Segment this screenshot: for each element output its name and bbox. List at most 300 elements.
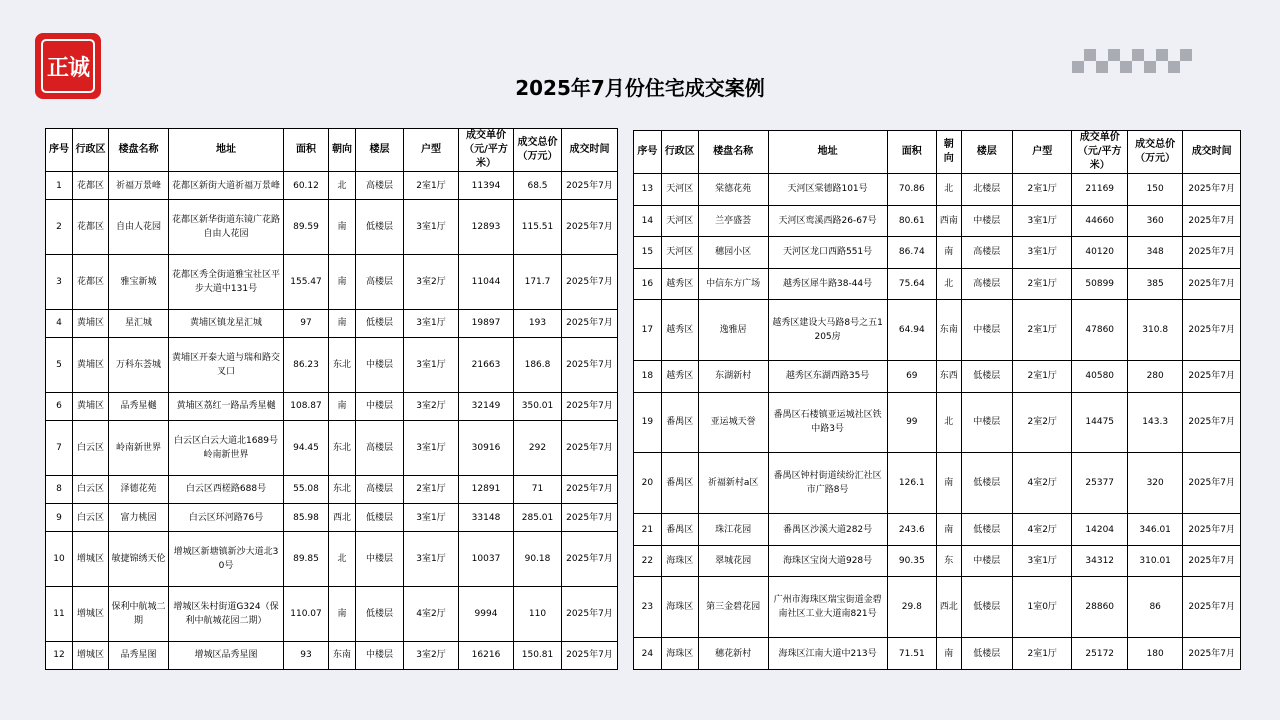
column-header-estate-name: 楼盘名称 [698, 131, 768, 174]
cell-area: 89.59 [284, 200, 329, 255]
cell-orientation: 东南 [329, 641, 356, 669]
cell-estate-name: 万科东荟城 [109, 337, 169, 392]
cell-estate-name: 祈福万景峰 [109, 172, 169, 200]
cell-index: 13 [634, 174, 662, 206]
column-header-address: 地址 [768, 131, 887, 174]
cell-index: 11 [46, 586, 73, 641]
cell-total-price: 115.51 [514, 200, 562, 255]
cell-index: 6 [46, 392, 73, 420]
cell-estate-name: 保利中航城二期 [109, 586, 169, 641]
cell-floor: 中楼层 [356, 532, 404, 587]
cell-floor: 中楼层 [961, 300, 1012, 361]
cell-deal-time: 2025年7月 [1183, 268, 1241, 300]
cell-floor: 高楼层 [356, 420, 404, 475]
cell-total-price: 180 [1127, 638, 1182, 670]
cell-orientation: 东 [936, 545, 961, 577]
cell-unit-price: 28860 [1072, 577, 1127, 638]
cell-district: 增城区 [73, 586, 109, 641]
cell-address: 白云区白云大道北1689号岭南新世界 [169, 420, 284, 475]
cell-layout: 3室1厅 [404, 200, 459, 255]
cell-index: 15 [634, 237, 662, 269]
cell-total-price: 86 [1127, 577, 1182, 638]
cell-area: 69 [887, 361, 936, 393]
cell-total-price: 292 [514, 420, 562, 475]
cell-index: 12 [46, 641, 73, 669]
cell-estate-name: 逸雅居 [698, 300, 768, 361]
cell-area: 243.6 [887, 514, 936, 546]
cell-layout: 3室1厅 [404, 309, 459, 337]
cell-estate-name: 品秀星樾 [109, 392, 169, 420]
cell-district: 花都区 [73, 200, 109, 255]
cell-index: 18 [634, 361, 662, 393]
cell-layout: 2室1厅 [404, 475, 459, 503]
cell-floor: 低楼层 [356, 503, 404, 531]
cell-index: 23 [634, 577, 662, 638]
cell-address: 天河区鸾溪西路26-67号 [768, 205, 887, 237]
cell-floor: 高楼层 [356, 475, 404, 503]
cell-floor: 低楼层 [356, 309, 404, 337]
cell-address: 海珠区宝岗大道928号 [768, 545, 887, 577]
cell-layout: 3室2厅 [404, 254, 459, 309]
table-row [634, 514, 1241, 546]
column-header-layout: 户型 [404, 129, 459, 172]
table-row [46, 172, 618, 200]
cell-area: 93 [284, 641, 329, 669]
cell-total-price: 143.3 [1127, 392, 1182, 453]
table-row [634, 268, 1241, 300]
cell-layout: 1室0厅 [1012, 577, 1072, 638]
cell-orientation: 南 [329, 586, 356, 641]
cell-floor: 高楼层 [961, 268, 1012, 300]
table-row [46, 503, 618, 531]
cell-floor: 中楼层 [961, 545, 1012, 577]
cell-total-price: 71 [514, 475, 562, 503]
cell-deal-time: 2025年7月 [1183, 237, 1241, 269]
column-header-index: 序号 [634, 131, 662, 174]
cell-area: 86.23 [284, 337, 329, 392]
cell-unit-price: 12891 [459, 475, 514, 503]
cell-area: 97 [284, 309, 329, 337]
cell-total-price: 348 [1127, 237, 1182, 269]
cell-layout: 3室1厅 [1012, 545, 1072, 577]
cell-index: 7 [46, 420, 73, 475]
cell-floor: 中楼层 [356, 641, 404, 669]
cell-estate-name: 棠德花苑 [698, 174, 768, 206]
cell-index: 16 [634, 268, 662, 300]
cell-deal-time: 2025年7月 [1183, 514, 1241, 546]
cell-district: 番禺区 [661, 514, 698, 546]
cell-deal-time: 2025年7月 [1183, 361, 1241, 393]
cell-deal-time: 2025年7月 [562, 503, 618, 531]
cell-address: 广州市海珠区瑞宝街道金碧南社区工业大道南821号 [768, 577, 887, 638]
cell-layout: 4室2厅 [1012, 453, 1072, 514]
cell-estate-name: 自由人花园 [109, 200, 169, 255]
cell-total-price: 385 [1127, 268, 1182, 300]
cell-area: 70.86 [887, 174, 936, 206]
cell-address: 番禺区沙溪大道282号 [768, 514, 887, 546]
cell-address: 黄埔区开泰大道与瑞和路交叉口 [169, 337, 284, 392]
cell-layout: 4室2厅 [1012, 514, 1072, 546]
cell-orientation: 南 [936, 237, 961, 269]
cell-district: 黄埔区 [73, 392, 109, 420]
table-row [46, 309, 618, 337]
cell-index: 22 [634, 545, 662, 577]
cell-layout: 3室2厅 [404, 392, 459, 420]
cell-address: 白云区环河路76号 [169, 503, 284, 531]
cell-total-price: 150.81 [514, 641, 562, 669]
column-header-deal-time: 成交时间 [1183, 131, 1241, 174]
cell-deal-time: 2025年7月 [1183, 453, 1241, 514]
cell-unit-price: 10037 [459, 532, 514, 587]
cell-unit-price: 12893 [459, 200, 514, 255]
cell-district: 海珠区 [661, 577, 698, 638]
column-header-orientation: 朝向 [329, 129, 356, 172]
cell-orientation: 南 [936, 453, 961, 514]
cell-unit-price: 16216 [459, 641, 514, 669]
cell-unit-price: 32149 [459, 392, 514, 420]
cell-floor: 中楼层 [961, 392, 1012, 453]
cell-area: 71.51 [887, 638, 936, 670]
cell-address: 增城区朱村街道G324（保利中航城花园二期） [169, 586, 284, 641]
cell-deal-time: 2025年7月 [1183, 577, 1241, 638]
cell-unit-price: 40120 [1072, 237, 1127, 269]
column-header-unit-price: 成交单价（元/平方米） [1072, 131, 1127, 174]
column-header-orientation: 朝向 [936, 131, 961, 174]
cell-unit-price: 40580 [1072, 361, 1127, 393]
cell-deal-time: 2025年7月 [562, 254, 618, 309]
cell-unit-price: 21169 [1072, 174, 1127, 206]
cell-layout: 2室1厅 [1012, 174, 1072, 206]
cell-deal-time: 2025年7月 [562, 172, 618, 200]
cell-unit-price: 50899 [1072, 268, 1127, 300]
cell-area: 64.94 [887, 300, 936, 361]
table-row [46, 200, 618, 255]
cell-orientation: 东北 [329, 337, 356, 392]
cell-area: 126.1 [887, 453, 936, 514]
cell-area: 94.45 [284, 420, 329, 475]
table-header-row [46, 129, 618, 172]
cell-deal-time: 2025年7月 [1183, 205, 1241, 237]
cell-unit-price: 19897 [459, 309, 514, 337]
cell-orientation: 南 [936, 514, 961, 546]
table-row [46, 420, 618, 475]
cell-orientation: 南 [329, 200, 356, 255]
cell-district: 白云区 [73, 420, 109, 475]
cell-total-price: 150 [1127, 174, 1182, 206]
cell-deal-time: 2025年7月 [1183, 300, 1241, 361]
cell-layout: 2室2厅 [1012, 392, 1072, 453]
cell-address: 天河区龙口西路551号 [768, 237, 887, 269]
cell-area: 90.35 [887, 545, 936, 577]
cell-district: 增城区 [73, 532, 109, 587]
table-header-row [634, 131, 1241, 174]
cell-orientation: 东南 [936, 300, 961, 361]
cell-estate-name: 兰亭盛荟 [698, 205, 768, 237]
cell-deal-time: 2025年7月 [562, 392, 618, 420]
table-row [46, 254, 618, 309]
cell-unit-price: 47860 [1072, 300, 1127, 361]
cell-layout: 3室1厅 [404, 503, 459, 531]
cell-floor: 低楼层 [961, 514, 1012, 546]
cell-district: 天河区 [661, 205, 698, 237]
cell-area: 60.12 [284, 172, 329, 200]
cell-total-price: 350.01 [514, 392, 562, 420]
cell-layout: 3室1厅 [404, 337, 459, 392]
checker-decoration [1072, 47, 1196, 75]
table-row [634, 453, 1241, 514]
cell-layout: 4室2厅 [404, 586, 459, 641]
cell-address: 花都区秀全街道雅宝社区平步大道中131号 [169, 254, 284, 309]
cell-estate-name: 第三金碧花园 [698, 577, 768, 638]
cell-floor: 中楼层 [356, 337, 404, 392]
cell-address: 海珠区江南大道中213号 [768, 638, 887, 670]
cell-district: 越秀区 [661, 300, 698, 361]
cell-deal-time: 2025年7月 [562, 641, 618, 669]
cell-deal-time: 2025年7月 [1183, 545, 1241, 577]
cell-layout: 2室1厅 [1012, 638, 1072, 670]
cell-area: 29.8 [887, 577, 936, 638]
cell-district: 海珠区 [661, 545, 698, 577]
table-row [634, 300, 1241, 361]
table-row [634, 577, 1241, 638]
cell-total-price: 90.18 [514, 532, 562, 587]
cell-index: 4 [46, 309, 73, 337]
table-row [634, 174, 1241, 206]
cell-index: 24 [634, 638, 662, 670]
cell-floor: 低楼层 [961, 577, 1012, 638]
cell-index: 17 [634, 300, 662, 361]
column-header-floor: 楼层 [961, 131, 1012, 174]
cell-district: 花都区 [73, 172, 109, 200]
cell-layout: 3室1厅 [404, 532, 459, 587]
cell-estate-name: 翠城花园 [698, 545, 768, 577]
cell-area: 75.64 [887, 268, 936, 300]
column-header-area: 面积 [284, 129, 329, 172]
cell-area: 99 [887, 392, 936, 453]
table-row [634, 392, 1241, 453]
cell-total-price: 171.7 [514, 254, 562, 309]
column-header-unit-price: 成交单价（元/平方米） [459, 129, 514, 172]
cell-deal-time: 2025年7月 [562, 420, 618, 475]
cell-index: 5 [46, 337, 73, 392]
cell-area: 55.08 [284, 475, 329, 503]
column-header-area: 面积 [887, 131, 936, 174]
cell-orientation: 北 [936, 174, 961, 206]
cell-total-price: 310.8 [1127, 300, 1182, 361]
cell-layout: 3室1厅 [404, 420, 459, 475]
cell-layout: 3室1厅 [1012, 205, 1072, 237]
cell-unit-price: 33148 [459, 503, 514, 531]
cell-index: 19 [634, 392, 662, 453]
cell-floor: 低楼层 [356, 586, 404, 641]
cell-estate-name: 敏捷锦绣天伦 [109, 532, 169, 587]
table-row [46, 475, 618, 503]
cell-address: 增城区品秀星图 [169, 641, 284, 669]
cell-orientation: 北 [936, 268, 961, 300]
cell-index: 3 [46, 254, 73, 309]
cell-unit-price: 34312 [1072, 545, 1127, 577]
cell-unit-price: 14475 [1072, 392, 1127, 453]
cell-estate-name: 珠江花园 [698, 514, 768, 546]
cell-floor: 低楼层 [961, 361, 1012, 393]
column-header-floor: 楼层 [356, 129, 404, 172]
cell-orientation: 南 [329, 309, 356, 337]
column-header-deal-time: 成交时间 [562, 129, 618, 172]
cell-district: 增城区 [73, 641, 109, 669]
cell-total-price: 285.01 [514, 503, 562, 531]
cell-estate-name: 泽德花苑 [109, 475, 169, 503]
cell-address: 黄埔区镇龙星汇城 [169, 309, 284, 337]
cell-unit-price: 25377 [1072, 453, 1127, 514]
cell-estate-name: 穗园小区 [698, 237, 768, 269]
cell-unit-price: 11044 [459, 254, 514, 309]
cell-area: 85.98 [284, 503, 329, 531]
cell-total-price: 186.8 [514, 337, 562, 392]
brand-logo-text: 正诚 [41, 39, 95, 93]
cell-orientation: 北 [329, 172, 356, 200]
cell-layout: 3室1厅 [1012, 237, 1072, 269]
cell-district: 白云区 [73, 475, 109, 503]
cell-floor: 中楼层 [961, 205, 1012, 237]
cell-index: 9 [46, 503, 73, 531]
cell-deal-time: 2025年7月 [562, 337, 618, 392]
cell-floor: 北楼层 [961, 174, 1012, 206]
cell-orientation: 西南 [936, 205, 961, 237]
cell-address: 越秀区建设大马路8号之五1205房 [768, 300, 887, 361]
cell-total-price: 320 [1127, 453, 1182, 514]
cell-address: 越秀区东湖西路35号 [768, 361, 887, 393]
table-row [634, 205, 1241, 237]
cell-deal-time: 2025年7月 [562, 532, 618, 587]
cell-unit-price: 14204 [1072, 514, 1127, 546]
cell-layout: 2室1厅 [1012, 268, 1072, 300]
cell-unit-price: 30916 [459, 420, 514, 475]
cell-layout: 2室1厅 [1012, 300, 1072, 361]
cell-address: 花都区新华街道东镜广花路自由人花园 [169, 200, 284, 255]
cell-estate-name: 雅宝新城 [109, 254, 169, 309]
cell-index: 20 [634, 453, 662, 514]
cell-layout: 3室2厅 [404, 641, 459, 669]
column-header-address: 地址 [169, 129, 284, 172]
cell-district: 天河区 [661, 237, 698, 269]
cell-index: 8 [46, 475, 73, 503]
cell-district: 番禺区 [661, 453, 698, 514]
cell-unit-price: 11394 [459, 172, 514, 200]
cell-area: 80.61 [887, 205, 936, 237]
cell-total-price: 68.5 [514, 172, 562, 200]
table-row [46, 337, 618, 392]
cell-estate-name: 穗花新村 [698, 638, 768, 670]
cell-address: 番禺区钟村街道续纷汇社区市广路8号 [768, 453, 887, 514]
cell-unit-price: 21663 [459, 337, 514, 392]
cell-total-price: 110 [514, 586, 562, 641]
cell-deal-time: 2025年7月 [562, 309, 618, 337]
cell-total-price: 360 [1127, 205, 1182, 237]
table-row [634, 237, 1241, 269]
cell-floor: 低楼层 [961, 638, 1012, 670]
cell-estate-name: 祈福新村a区 [698, 453, 768, 514]
cell-floor: 中楼层 [356, 392, 404, 420]
cell-unit-price: 9994 [459, 586, 514, 641]
column-header-district: 行政区 [73, 129, 109, 172]
cell-total-price: 280 [1127, 361, 1182, 393]
cell-district: 越秀区 [661, 268, 698, 300]
cell-orientation: 东西 [936, 361, 961, 393]
cell-index: 21 [634, 514, 662, 546]
cell-address: 增城区新塘镇新沙大道北30号 [169, 532, 284, 587]
cell-deal-time: 2025年7月 [1183, 392, 1241, 453]
cell-deal-time: 2025年7月 [562, 475, 618, 503]
cell-estate-name: 中信东方广场 [698, 268, 768, 300]
cell-area: 155.47 [284, 254, 329, 309]
table-row [46, 586, 618, 641]
column-header-estate-name: 楼盘名称 [109, 129, 169, 172]
transaction-table-right [633, 130, 1241, 670]
cell-total-price: 193 [514, 309, 562, 337]
cell-district: 越秀区 [661, 361, 698, 393]
cell-area: 89.85 [284, 532, 329, 587]
cell-orientation: 西北 [936, 577, 961, 638]
cell-floor: 低楼层 [356, 200, 404, 255]
cell-orientation: 南 [936, 638, 961, 670]
table-row [46, 392, 618, 420]
cell-estate-name: 富力桃园 [109, 503, 169, 531]
cell-total-price: 346.01 [1127, 514, 1182, 546]
cell-index: 14 [634, 205, 662, 237]
cell-district: 花都区 [73, 254, 109, 309]
cell-district: 白云区 [73, 503, 109, 531]
cell-address: 花都区新街大道祈福万景峰 [169, 172, 284, 200]
cell-deal-time: 2025年7月 [1183, 174, 1241, 206]
cell-area: 108.87 [284, 392, 329, 420]
cell-district: 番禺区 [661, 392, 698, 453]
cell-area: 86.74 [887, 237, 936, 269]
cell-district: 海珠区 [661, 638, 698, 670]
cell-deal-time: 2025年7月 [562, 586, 618, 641]
cell-orientation: 东北 [329, 475, 356, 503]
cell-estate-name: 岭南新世界 [109, 420, 169, 475]
cell-area: 110.07 [284, 586, 329, 641]
column-header-district: 行政区 [661, 131, 698, 174]
table-row [634, 545, 1241, 577]
table-row [46, 641, 618, 669]
cell-address: 越秀区犀牛路38-44号 [768, 268, 887, 300]
cell-deal-time: 2025年7月 [1183, 638, 1241, 670]
cell-floor: 高楼层 [356, 172, 404, 200]
cell-index: 2 [46, 200, 73, 255]
table-row [634, 638, 1241, 670]
cell-index: 10 [46, 532, 73, 587]
cell-district: 黄埔区 [73, 337, 109, 392]
cell-estate-name: 星汇城 [109, 309, 169, 337]
cell-total-price: 310.01 [1127, 545, 1182, 577]
table-row [634, 361, 1241, 393]
cell-floor: 低楼层 [961, 453, 1012, 514]
cell-orientation: 东北 [329, 420, 356, 475]
cell-address: 白云区西槎路688号 [169, 475, 284, 503]
column-header-layout: 户型 [1012, 131, 1072, 174]
cell-layout: 2室1厅 [404, 172, 459, 200]
cell-estate-name: 品秀星图 [109, 641, 169, 669]
cell-district: 天河区 [661, 174, 698, 206]
cell-floor: 高楼层 [961, 237, 1012, 269]
cell-address: 黄埔区荔红一路品秀星樾 [169, 392, 284, 420]
column-header-total-price: 成交总价（万元） [1127, 131, 1182, 174]
cell-orientation: 西北 [329, 503, 356, 531]
cell-unit-price: 25172 [1072, 638, 1127, 670]
cell-orientation: 北 [329, 532, 356, 587]
cell-floor: 高楼层 [356, 254, 404, 309]
